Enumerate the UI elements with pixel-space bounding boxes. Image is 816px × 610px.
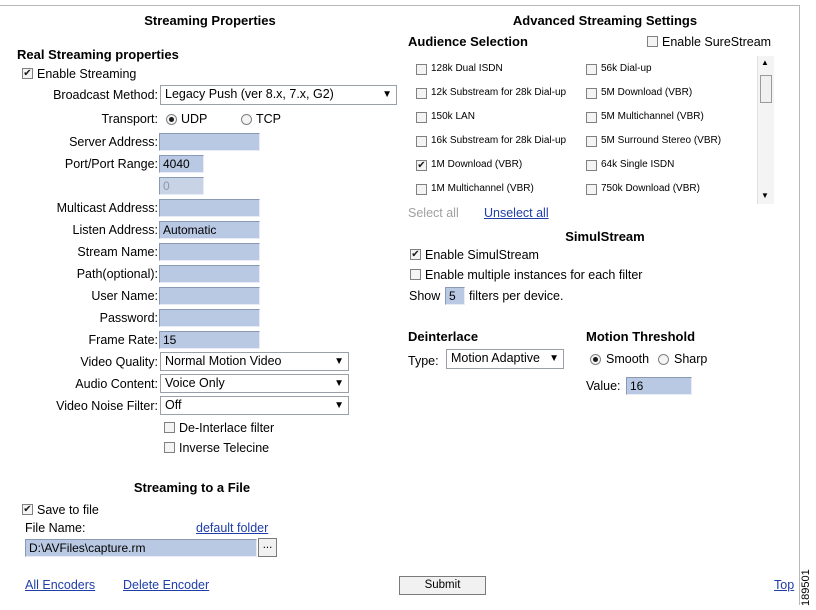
- file-name-label: File Name:: [25, 521, 86, 535]
- enable-surestream-label: Enable SureStream: [662, 35, 772, 49]
- smooth-label: Smooth: [606, 352, 650, 366]
- audience-checkbox[interactable]: [586, 184, 597, 195]
- dropdown-arrow-icon: ▼: [334, 356, 344, 367]
- show-label: Show: [409, 289, 441, 303]
- audience-checkbox[interactable]: ✔: [417, 160, 426, 171]
- frame-top-border: [0, 5, 800, 6]
- select-all-link[interactable]: Select all: [408, 206, 459, 220]
- video-quality-value: Normal Motion Video: [165, 354, 282, 368]
- user-name-label: User Name:: [91, 289, 158, 303]
- audience-label: 56k Dial-up: [601, 63, 652, 74]
- audience-checkbox[interactable]: [416, 184, 427, 195]
- video-noise-filter-value: Off: [165, 398, 182, 412]
- enable-simulstream-label: Enable SimulStream: [425, 248, 539, 262]
- audience-label: 1M Multichannel (VBR): [431, 183, 534, 194]
- password-input[interactable]: [159, 309, 260, 327]
- video-noise-filter-select[interactable]: [160, 396, 349, 415]
- deinterlace-type-select[interactable]: [446, 349, 564, 369]
- udp-radio[interactable]: [166, 114, 177, 125]
- scroll-down-icon[interactable]: ▼: [761, 191, 769, 200]
- stream-name-input[interactable]: [159, 243, 260, 261]
- browse-button[interactable]: ...: [258, 538, 277, 557]
- save-to-file-label: Save to file: [37, 503, 99, 517]
- unselect-all-link[interactable]: Unselect all: [484, 206, 549, 220]
- audience-checkbox[interactable]: [416, 88, 427, 99]
- port-start-input[interactable]: 4040: [159, 155, 204, 173]
- port-end-input[interactable]: 0: [159, 177, 204, 195]
- udp-label: UDP: [181, 112, 208, 126]
- video-noise-filter-label: Video Noise Filter:: [56, 399, 158, 413]
- threshold-value-input[interactable]: 16: [626, 377, 692, 395]
- submit-button[interactable]: Submit: [399, 576, 486, 595]
- audience-selection-title: Audience Selection: [408, 34, 528, 49]
- video-quality-select[interactable]: [160, 352, 349, 371]
- broadcast-method-select[interactable]: [160, 85, 397, 105]
- audience-label: 5M Surround Stereo (VBR): [601, 135, 722, 146]
- server-address-label: Server Address:: [69, 135, 158, 149]
- port-range-label: Port/Port Range:: [64, 157, 158, 171]
- dropdown-arrow-icon: ▼: [334, 378, 344, 389]
- filters-per-device-label: filters per device.: [469, 289, 564, 303]
- audience-label: 64k Single ISDN: [601, 159, 675, 170]
- top-link[interactable]: Top: [774, 578, 795, 592]
- audience-label: 750k Download (VBR): [601, 183, 700, 194]
- audience-checkbox[interactable]: [586, 88, 597, 99]
- all-encoders-link[interactable]: All Encoders: [25, 578, 96, 592]
- frame-rate-input[interactable]: 15: [159, 331, 260, 349]
- multicast-address-input[interactable]: [159, 199, 260, 217]
- listen-address-label: Listen Address:: [72, 223, 158, 237]
- real-streaming-title: Real Streaming properties: [17, 47, 179, 62]
- audience-label: 150k LAN: [431, 111, 475, 122]
- enable-simulstream-checkbox[interactable]: ✔: [411, 249, 420, 260]
- audience-label: 1M Download (VBR): [431, 159, 523, 170]
- audience-label: 128k Dual ISDN: [431, 63, 503, 74]
- sharp-label: Sharp: [674, 352, 708, 366]
- path-label: Path(optional):: [76, 267, 158, 281]
- save-to-file-checkbox[interactable]: ✔: [23, 504, 32, 515]
- audience-list: [408, 56, 774, 204]
- figure-id: 189501: [800, 569, 812, 606]
- audience-checkbox[interactable]: [416, 136, 427, 147]
- audience-scrollbar[interactable]: [757, 56, 774, 204]
- simulstream-title: SimulStream: [565, 229, 645, 244]
- video-quality-label: Video Quality:: [80, 355, 158, 369]
- audience-label: 16k Substream for 28k Dial-up: [431, 135, 567, 146]
- streaming-properties-title: Streaming Properties: [144, 13, 276, 28]
- audience-checkbox[interactable]: [586, 136, 597, 147]
- type-label: Type:: [408, 354, 439, 368]
- dropdown-arrow-icon: ▼: [382, 89, 392, 100]
- audience-checkbox[interactable]: [586, 160, 597, 171]
- multicast-address-label: Multicast Address:: [56, 201, 158, 215]
- file-path-input[interactable]: D:\AVFiles\capture.rm: [25, 539, 257, 557]
- enable-multiple-label: Enable multiple instances for each filter: [425, 268, 643, 282]
- filters-count-input[interactable]: 5: [445, 287, 465, 305]
- deinterlace-filter-label: De-Interlace filter: [179, 421, 275, 435]
- audience-checkbox[interactable]: [416, 64, 427, 75]
- dropdown-arrow-icon: ▼: [334, 400, 344, 411]
- tcp-radio[interactable]: [241, 114, 252, 125]
- audio-content-select[interactable]: [160, 374, 349, 393]
- inverse-telecine-label: Inverse Telecine: [179, 441, 270, 455]
- enable-multiple-checkbox[interactable]: [410, 269, 421, 280]
- deinterlace-title: Deinterlace: [408, 329, 479, 344]
- deinterlace-type-value: Motion Adaptive: [451, 351, 540, 365]
- transport-label: Transport:: [101, 112, 158, 126]
- stream-name-label: Stream Name:: [77, 245, 158, 259]
- enable-streaming-label: Enable Streaming: [37, 67, 137, 81]
- server-address-input[interactable]: [159, 133, 260, 151]
- enable-streaming-checkbox[interactable]: ✔: [23, 68, 32, 79]
- broadcast-method-value: Legacy Push (ver 8.x, 7.x, G2): [165, 87, 334, 101]
- audience-checkbox[interactable]: [416, 112, 427, 123]
- default-folder-link[interactable]: default folder: [196, 521, 269, 535]
- audience-checkbox[interactable]: [586, 112, 597, 123]
- audience-checkbox[interactable]: [586, 64, 597, 75]
- audio-content-value: Voice Only: [165, 376, 225, 390]
- smooth-radio[interactable]: [590, 354, 601, 365]
- inverse-telecine-checkbox[interactable]: [164, 442, 175, 453]
- sharp-radio[interactable]: [658, 354, 669, 365]
- audience-label: 5M Multichannel (VBR): [601, 111, 704, 122]
- scroll-thumb[interactable]: [760, 75, 772, 103]
- deinterlace-filter-checkbox[interactable]: [164, 422, 175, 433]
- password-label: Password:: [99, 311, 158, 325]
- motion-threshold-title: Motion Threshold: [586, 329, 696, 344]
- audience-label: 12k Substream for 28k Dial-up: [431, 87, 567, 98]
- frame-rate-label: Frame Rate:: [88, 333, 158, 347]
- broadcast-method-label: Broadcast Method:: [53, 88, 158, 102]
- path-input[interactable]: [159, 265, 260, 283]
- threshold-value-label: Value:: [586, 379, 621, 393]
- tcp-label: TCP: [256, 112, 281, 126]
- advanced-settings-title: Advanced Streaming Settings: [512, 13, 698, 28]
- listen-address-input[interactable]: Automatic: [159, 221, 260, 239]
- audience-label: 5M Download (VBR): [601, 87, 693, 98]
- frame-right-border: [799, 5, 800, 605]
- audio-content-label: Audio Content:: [75, 377, 158, 391]
- dropdown-arrow-icon: ▼: [549, 353, 559, 364]
- streaming-to-file-title: Streaming to a File: [133, 480, 251, 495]
- delete-encoder-link[interactable]: Delete Encoder: [123, 578, 210, 592]
- enable-surestream-checkbox[interactable]: [647, 36, 658, 47]
- user-name-input[interactable]: [159, 287, 260, 305]
- scroll-up-icon[interactable]: ▲: [761, 58, 769, 67]
